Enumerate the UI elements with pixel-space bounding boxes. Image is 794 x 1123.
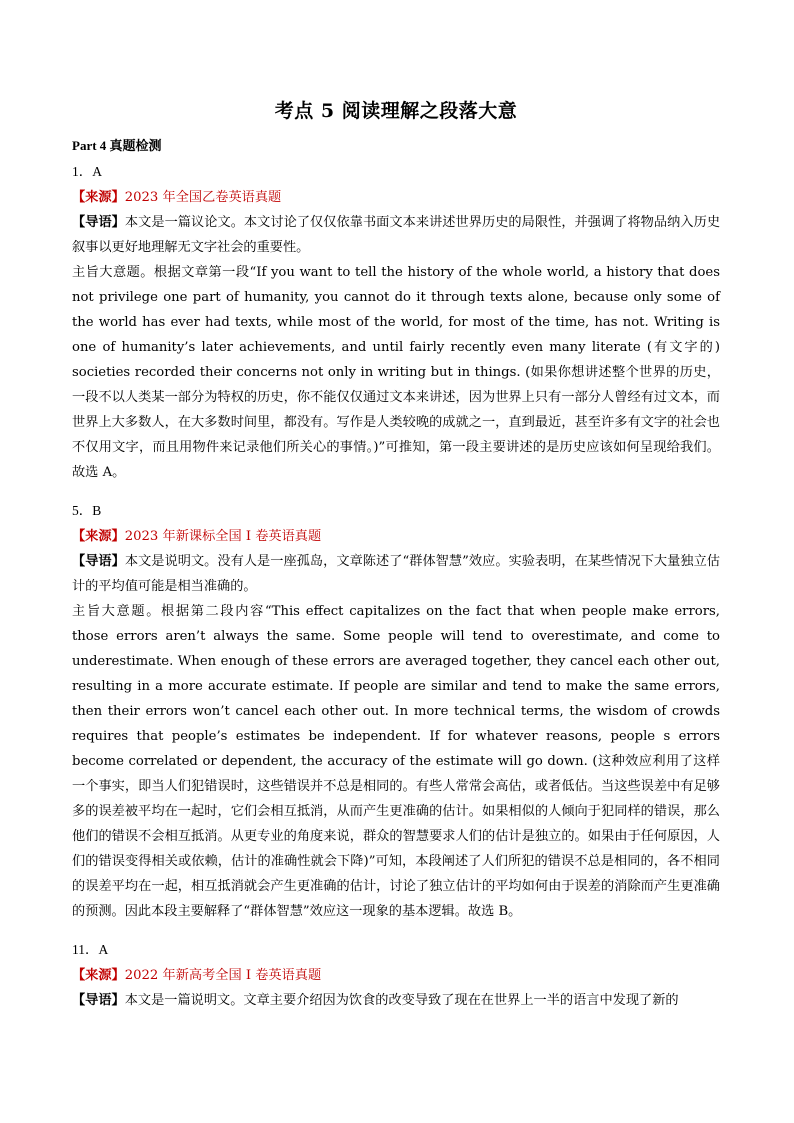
guide-paragraph [72, 549, 720, 599]
analysis-paragraph: 主旨大意题。根据第二段内容“This effect capitalizes on the fact that when people make errors, those errors aren’t always the same. Some people will tend to overestimate, and come to underestimate. When enough of these errors are averaged together, they cancel each other out, resulting in a more accurate estimate. If people are similar and tend to make the same errors, then their errors won’t cancel each other out. In more technical terms, the wisdom of crowds requires that people’s estimates be independent. If for whatever reasons, people s errors become correlated or dependent, the accuracy of the estimate will go down. (这种效应利用了这样一个事实，即当人们犯错误时，这些错误并不总是相同的。有些人常常会高估，或者低估。当这些误差中有足够多的误差被平均在一起时，它们会相互抵消，从而产生更准确的估计。如果相似的人倾向于犯同样的错误，那么他们的错误不会相互抵消。从更专业的角度来说，群众的智慧要求人们的估计是独立的。如果由于任何原因，人们的错误变得相关或依赖，估计的准确性就会下降)”可知，本段阐述了人们所犯的错误不总是相同的，各不相同的误差平均在一起，相互抵消就会产生更准确的估计，讨论了独立估计的平均如何由于误差的消除而产生更准确的预测。因此本段主要解释了“群体智慧”效应这一现象的基本逻辑。故选 B。 [72, 604, 720, 919]
source-tag: 【来源】 [72, 968, 125, 983]
source-text: 2023 年新课标全国 I 卷英语真题 [124, 529, 322, 544]
document-page [72, 96, 720, 1013]
guide-text: 本文是一篇议论文。本文讨论了仅仅依靠书面文本来讲述世界历史的局限性，并强调了将物品纳入历史叙事以更好地理解无文字社会的重要性。 [72, 215, 721, 255]
guide-text: 本文是一篇说明文。文章主要介绍因为饮食的改变导致了现在在世界上一半的语言中发现了新的 [124, 993, 679, 1008]
guide-tag: 【导语】 [72, 554, 125, 569]
answer-block-11 [72, 938, 720, 1013]
guide-paragraph [72, 210, 720, 260]
guide-paragraph [72, 988, 720, 1013]
section-heading: Part 4 真题检测 [72, 138, 162, 153]
guide-tag: 【导语】 [72, 993, 125, 1008]
question-number: 1．A [72, 164, 102, 179]
analysis-paragraph: 主旨大意题。根据文章第一段“If you want to tell the history of the whole world, a history that does not privilege one part of humanity, you cannot do it through texts alone, because only some of the world has ever had texts, while most of the world, for most of the time, has not. Writing is one of humanity’s later achievements, and until fairly recently even many literate (有文字的) societies recorded their concerns not only in writing but in things. (如果你想讲述整个世界的历史，一段不以人类某一部分为特权的历史，你不能仅仅通过文本来讲述，因为世界上只有一部分人曾经有过文本，而世界上大多数人，在大多数时间里，都没有。写作是人类较晚的成就之一，直到最近，甚至许多有文字的社会也不仅用文字，而且用物件来记录他们所关心的事情。)”可推知，第一段主要讲述的是历史应该如何呈现给我们。故选 A。 [72, 265, 720, 480]
guide-tag: 【导语】 [72, 215, 125, 230]
source-line [72, 185, 720, 210]
source-text: 2023 年全国乙卷英语真题 [124, 190, 282, 205]
guide-text: 本文是说明文。没有人是一座孤岛，文章陈述了“群体智慧”效应。实验表明，在某些情况下大量独立估计的平均值可能是相当准确的。 [72, 554, 720, 594]
question-number: 5．B [72, 503, 102, 518]
question-number: 11．A [72, 942, 109, 957]
source-text: 2022 年新高考全国 I 卷英语真题 [124, 968, 322, 983]
page-title: 考点 5 阅读理解之段落大意 [274, 100, 518, 122]
source-tag: 【来源】 [72, 190, 125, 205]
answer-block-1 [72, 160, 720, 485]
source-line [72, 963, 720, 988]
answer-block-5 [72, 499, 720, 924]
source-tag: 【来源】 [72, 529, 125, 544]
source-line [72, 524, 720, 549]
